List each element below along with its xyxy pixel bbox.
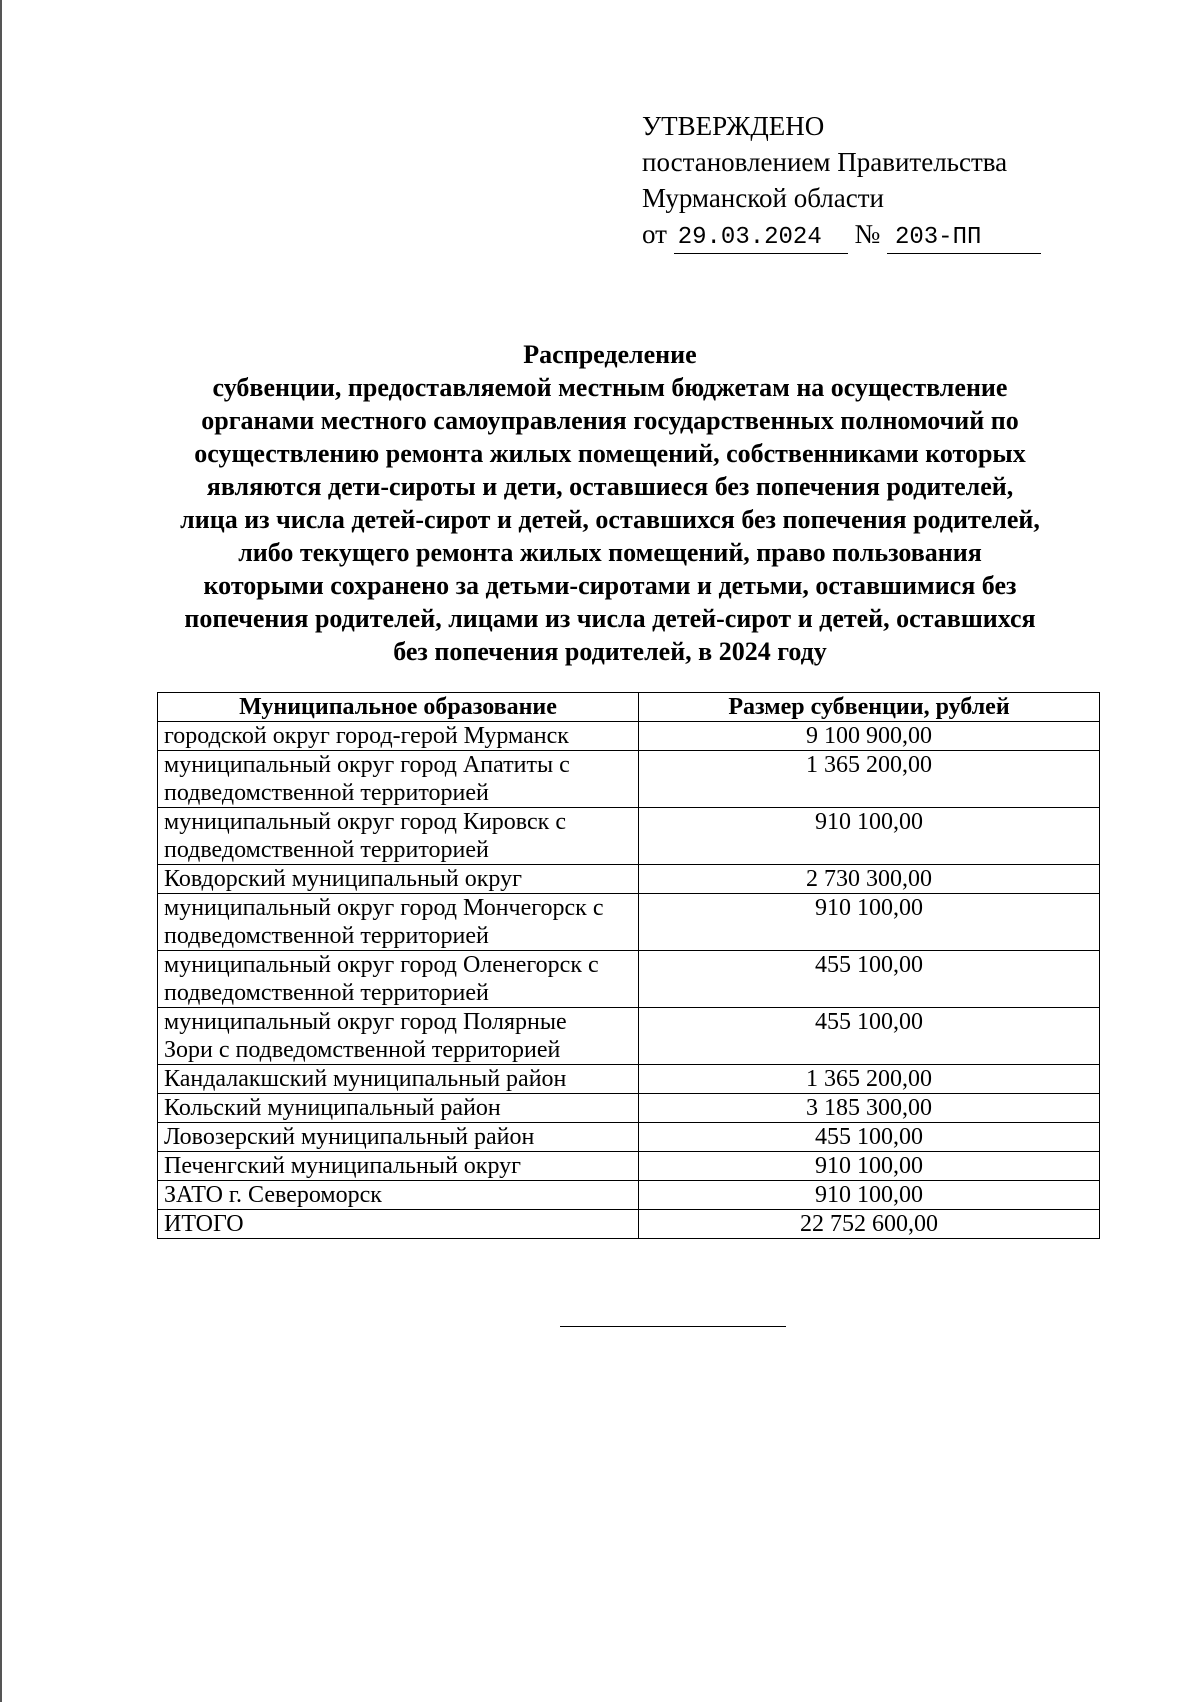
title-line: попечения родителей, лицами из числа детей-сирот и детей, оставшихся [184,604,1036,633]
table-row [158,1065,1100,1094]
municipality-name-line: Кольский муниципальный район [164,1095,501,1121]
title-heading: Распределение [523,340,697,369]
title-line: являются дети-сироты и дети, оставшиеся без попечения родителей, [206,472,1014,501]
municipality-name-line: муниципальный округ город Оленегорск с [164,952,599,978]
municipality-cell [158,1065,639,1094]
municipality-name-line: муниципальный округ город Мончегорск с [164,895,604,921]
title-line: без попечения родителей, в 2024 году [393,637,827,666]
municipality-cell [158,722,639,751]
approval-title: УТВЕРЖДЕНО [642,111,825,141]
table-row [158,751,1100,808]
amount-cell: 910 100,00 [639,808,1100,865]
table-row [158,1210,1100,1239]
document-title [150,338,1070,668]
title-line: органами местного самоуправления государственных полномочий по [201,406,1019,435]
table-header-row [158,693,1100,722]
municipality-cell [158,1152,639,1181]
number-prefix: № [854,219,881,249]
municipality-name-line: подведомственной территорией [164,923,489,949]
amount-cell: 9 100 900,00 [639,722,1100,751]
approval-number: 203-ПП [887,223,1041,254]
municipality-cell [158,1008,639,1065]
approval-line-region: Мурманской области [642,183,884,213]
municipality-name-line: Зори с подведомственной территорией [164,1037,561,1063]
table-row [158,951,1100,1008]
table-row [158,1094,1100,1123]
distribution-table [157,692,1100,1239]
amount-cell: 910 100,00 [639,1152,1100,1181]
municipality-name-line: ЗАТО г. Североморск [164,1182,382,1208]
municipality-cell [158,808,639,865]
table-row [158,1123,1100,1152]
municipality-cell [158,751,639,808]
municipality-cell [158,951,639,1008]
table-row [158,865,1100,894]
title-line: либо текущего ремонта жилых помещений, право пользования [238,538,982,567]
table-row [158,1181,1100,1210]
header-municipality: Муниципальное образование [158,693,639,722]
municipality-name-line: подведомственной территорией [164,980,489,1006]
date-prefix: от [642,219,667,249]
table-row [158,1008,1100,1065]
municipality-cell [158,1094,639,1123]
table-row [158,722,1100,751]
amount-cell: 455 100,00 [639,1123,1100,1152]
approval-block [642,108,1041,254]
municipality-name-line: муниципальный округ город Кировск с [164,809,566,835]
municipality-name-line: Ковдорский муниципальный округ [164,866,522,892]
amount-cell: 455 100,00 [639,1008,1100,1065]
municipality-name-line: Кандалакшский муниципальный район [164,1066,567,1092]
table-row [158,1152,1100,1181]
title-line: субвенции, предоставляемой местным бюджетам на осуществление [212,373,1008,402]
municipality-name-line: подведомственной территорией [164,780,489,806]
title-line: которыми сохранено за детьми-сиротами и детьми, оставшимися без [203,571,1017,600]
municipality-cell [158,1123,639,1152]
table-row [158,808,1100,865]
amount-cell: 3 185 300,00 [639,1094,1100,1123]
approval-date-line [642,216,1041,254]
municipality-name-line: муниципальный округ город Полярные [164,1009,567,1035]
title-line: лица из числа детей-сирот и детей, оставшихся без попечения родителей, [180,505,1040,534]
municipality-cell [158,1181,639,1210]
municipality-name-line: Печенгский муниципальный округ [164,1153,521,1179]
amount-cell: 910 100,00 [639,1181,1100,1210]
title-line: осуществлению ремонта жилых помещений, собственниками которых [194,439,1026,468]
amount-cell: 22 752 600,00 [639,1210,1100,1239]
amount-cell: 2 730 300,00 [639,865,1100,894]
amount-cell: 910 100,00 [639,894,1100,951]
approval-date: 29.03.2024 [674,223,848,254]
table-body [158,722,1100,1239]
amount-cell: 1 365 200,00 [639,1065,1100,1094]
municipality-cell [158,1210,639,1239]
scan-margin-line [0,0,2,1702]
municipality-cell [158,894,639,951]
municipality-name-line: подведомственной территорией [164,837,489,863]
municipality-name-line: Ловозерский муниципальный район [164,1124,535,1150]
amount-cell: 455 100,00 [639,951,1100,1008]
approval-line-resolution: постановлением Правительства [642,147,1008,177]
amount-cell: 1 365 200,00 [639,751,1100,808]
municipality-name-line: ИТОГО [164,1211,244,1237]
table-row [158,894,1100,951]
municipality-name-line: городской округ город-герой Мурманск [164,723,569,749]
municipality-cell [158,865,639,894]
header-amount: Размер субвенции, рублей [639,693,1100,722]
municipality-name-line: муниципальный округ город Апатиты с [164,752,570,778]
end-rule [560,1326,786,1327]
